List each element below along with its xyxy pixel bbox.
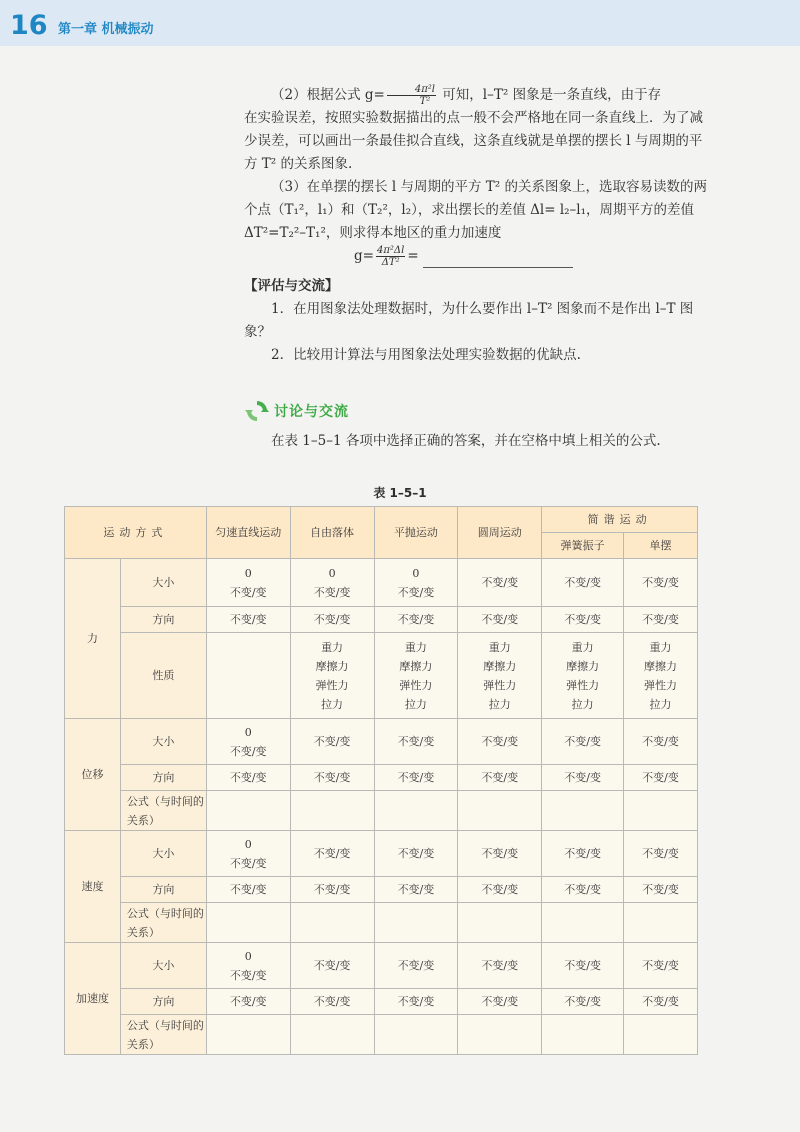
blank-cell[interactable] [290, 1015, 374, 1055]
answer-cell[interactable]: 不变/变 [206, 765, 290, 791]
row-label-direction: 方向 [120, 989, 206, 1015]
answer-cell[interactable]: 不变/变 [374, 989, 458, 1015]
answer-cell[interactable]: 不变/变 [290, 989, 374, 1015]
formula-answer: g= $\frac{\text{4π²Δl}}{\text{ΔT²}}$ = [244, 245, 714, 275]
answer-cell[interactable]: 不变/变 [624, 989, 698, 1015]
blank-cell[interactable] [290, 903, 374, 943]
discussion-text-block [244, 430, 714, 453]
question-2: 2．比较用计算法与用图象法处理实验数据的优缺点. [271, 347, 581, 363]
answer-cell[interactable]: 不变/变 [290, 877, 374, 903]
answer-cell[interactable]: 不变/变 [542, 831, 624, 877]
group-force: 力 [65, 559, 121, 719]
answer-cell[interactable]: 不变/变 [542, 989, 624, 1015]
answer-cell[interactable]: 0 不变/变 [206, 831, 290, 877]
row-label-size: 大小 [120, 559, 206, 607]
answer-cell[interactable]: 不变/变 [542, 607, 624, 633]
answer-cell[interactable]: 不变/变 [290, 943, 374, 989]
row-label-direction: 方向 [120, 877, 206, 903]
answer-cell[interactable]: 不变/变 [290, 719, 374, 765]
answer-cell[interactable]: 不变/变 [290, 607, 374, 633]
paragraph-fit-line: 在实验误差，按照实验数据描出的点一般不会严格地在同一条直线上．为了减少误差，可以画出一条最佳拟合直线，这条直线就是单摆的摆长 l 与周期的平方 T² 的关系图象. [244, 110, 703, 172]
blank-cell[interactable] [206, 633, 290, 719]
force-options[interactable]: 重力 摩擦力 弹性力 拉力 [290, 633, 374, 719]
blank-cell[interactable] [206, 903, 290, 943]
header-spring-oscillator: 弹簧振子 [542, 533, 624, 559]
answer-cell[interactable]: 不变/变 [206, 989, 290, 1015]
row-label-size: 大小 [120, 831, 206, 877]
answer-cell[interactable]: 不变/变 [374, 877, 458, 903]
blank-cell[interactable] [374, 903, 458, 943]
group-displacement: 位移 [65, 719, 121, 831]
answer-cell[interactable]: 不变/变 [624, 831, 698, 877]
discussion-text: 在表 1–5–1 各项中选择正确的答案，并在空格中填上相关的公式. [271, 433, 661, 449]
table-caption: 表 1–5–1 [373, 486, 427, 500]
row-label-direction: 方向 [120, 765, 206, 791]
answer-cell[interactable]: 0 不变/变 [290, 559, 374, 607]
answer-cell[interactable]: 不变/变 [542, 765, 624, 791]
header-motion-type: 运动方式 [65, 507, 207, 559]
answer-cell[interactable]: 不变/变 [458, 559, 542, 607]
blank-cell[interactable] [206, 1015, 290, 1055]
blank-cell[interactable] [624, 1015, 698, 1055]
answer-blank[interactable] [423, 253, 573, 268]
header-uniform-motion: 匀速直线运动 [206, 507, 290, 559]
force-options[interactable]: 重力 摩擦力 弹性力 拉力 [458, 633, 542, 719]
row-label-direction: 方向 [120, 607, 206, 633]
force-options[interactable]: 重力 摩擦力 弹性力 拉力 [624, 633, 698, 719]
answer-cell[interactable]: 不变/变 [458, 607, 542, 633]
answer-cell[interactable]: 不变/变 [542, 559, 624, 607]
discussion-heading [244, 398, 349, 424]
row-label-nature: 性质 [120, 633, 206, 719]
force-options[interactable]: 重力 摩擦力 弹性力 拉力 [374, 633, 458, 719]
answer-cell[interactable]: 不变/变 [458, 765, 542, 791]
answer-cell[interactable]: 不变/变 [374, 719, 458, 765]
header-shm: 简谐运动 [542, 507, 698, 533]
answer-cell[interactable]: 不变/变 [624, 943, 698, 989]
chapter-title: 第一章 机械振动 [58, 22, 154, 37]
blank-cell[interactable] [624, 791, 698, 831]
row-label-formula: 公式（与时间的关系） [120, 903, 206, 943]
answer-cell[interactable]: 不变/变 [458, 877, 542, 903]
blank-cell[interactable] [542, 1015, 624, 1055]
answer-cell[interactable]: 不变/变 [206, 877, 290, 903]
answer-cell[interactable]: 0 不变/变 [374, 559, 458, 607]
answer-cell[interactable]: 0 不变/变 [206, 719, 290, 765]
header-circular: 圆周运动 [458, 507, 542, 559]
page-number: 16 [10, 10, 48, 41]
force-options[interactable]: 重力 摩擦力 弹性力 拉力 [542, 633, 624, 719]
paragraph-graph-method: （3）在单摆的摆长 l 与周期的平方 T² 的关系图象上，选取容易读数的两个点（T₁²，l₁）和（T₂²，l₂），求出摆长的差值 Δl= l₂–l₁，周期平方的差值 ΔT²=T₂²–T₁²，则求得本地区的重力加速度 [244, 179, 707, 241]
group-velocity: 速度 [65, 831, 121, 943]
answer-cell[interactable]: 不变/变 [542, 943, 624, 989]
blank-cell[interactable] [206, 791, 290, 831]
group-acceleration: 加速度 [65, 943, 121, 1055]
header-free-fall: 自由落体 [290, 507, 374, 559]
blank-cell[interactable] [374, 1015, 458, 1055]
blank-cell[interactable] [542, 791, 624, 831]
answer-cell[interactable]: 不变/变 [624, 559, 698, 607]
answer-cell[interactable]: 不变/变 [374, 831, 458, 877]
answer-cell[interactable]: 不变/变 [458, 943, 542, 989]
blank-cell[interactable] [458, 903, 542, 943]
answer-cell[interactable]: 不变/变 [374, 607, 458, 633]
answer-cell[interactable]: 不变/变 [290, 831, 374, 877]
answer-cell[interactable]: 不变/变 [458, 831, 542, 877]
row-label-size: 大小 [120, 719, 206, 765]
answer-cell[interactable]: 0 不变/变 [206, 943, 290, 989]
answer-cell[interactable]: 不变/变 [458, 719, 542, 765]
question-1: 1．在用图象法处理数据时，为什么要作出 l–T² 图象而不是作出 l–T 图象？ [244, 301, 694, 340]
answer-cell[interactable]: 不变/变 [624, 607, 698, 633]
blank-cell[interactable] [542, 903, 624, 943]
blank-cell[interactable] [458, 791, 542, 831]
answer-cell[interactable]: 不变/变 [374, 765, 458, 791]
recycle-arrows-icon [244, 398, 270, 424]
header-projectile: 平抛运动 [374, 507, 458, 559]
blank-cell[interactable] [458, 1015, 542, 1055]
answer-cell[interactable]: 不变/变 [542, 877, 624, 903]
paragraph-formula-intro: （2）根据公式 g= $\frac{\text{4π²l}}{\text{T²}}$ 可知，l–T² 图象是一条直线，由于存 [271, 84, 662, 107]
main-text [244, 84, 714, 367]
answer-cell[interactable]: 不变/变 [206, 607, 290, 633]
blank-cell[interactable] [290, 791, 374, 831]
answer-cell[interactable]: 不变/变 [542, 719, 624, 765]
section-title-eval: 【评估与交流】 [244, 278, 339, 294]
motion-comparison-table [64, 506, 698, 1055]
blank-cell[interactable] [624, 903, 698, 943]
answer-cell[interactable]: 不变/变 [290, 765, 374, 791]
header-pendulum: 单摆 [624, 533, 698, 559]
row-label-formula: 公式（与时间的关系） [120, 1015, 206, 1055]
answer-cell[interactable]: 不变/变 [624, 765, 698, 791]
row-label-formula: 公式（与时间的关系） [120, 791, 206, 831]
discussion-label: 讨论与交流 [274, 404, 349, 420]
answer-cell[interactable]: 不变/变 [374, 943, 458, 989]
page-header [0, 0, 800, 46]
answer-cell[interactable]: 0 不变/变 [206, 559, 290, 607]
fraction-g: $\frac{\text{4π²l}}{\text{T²}}$ [387, 84, 436, 107]
answer-cell[interactable]: 不变/变 [458, 989, 542, 1015]
answer-cell[interactable]: 不变/变 [624, 719, 698, 765]
row-label-size: 大小 [120, 943, 206, 989]
blank-cell[interactable] [374, 791, 458, 831]
answer-cell[interactable]: 不变/变 [624, 877, 698, 903]
